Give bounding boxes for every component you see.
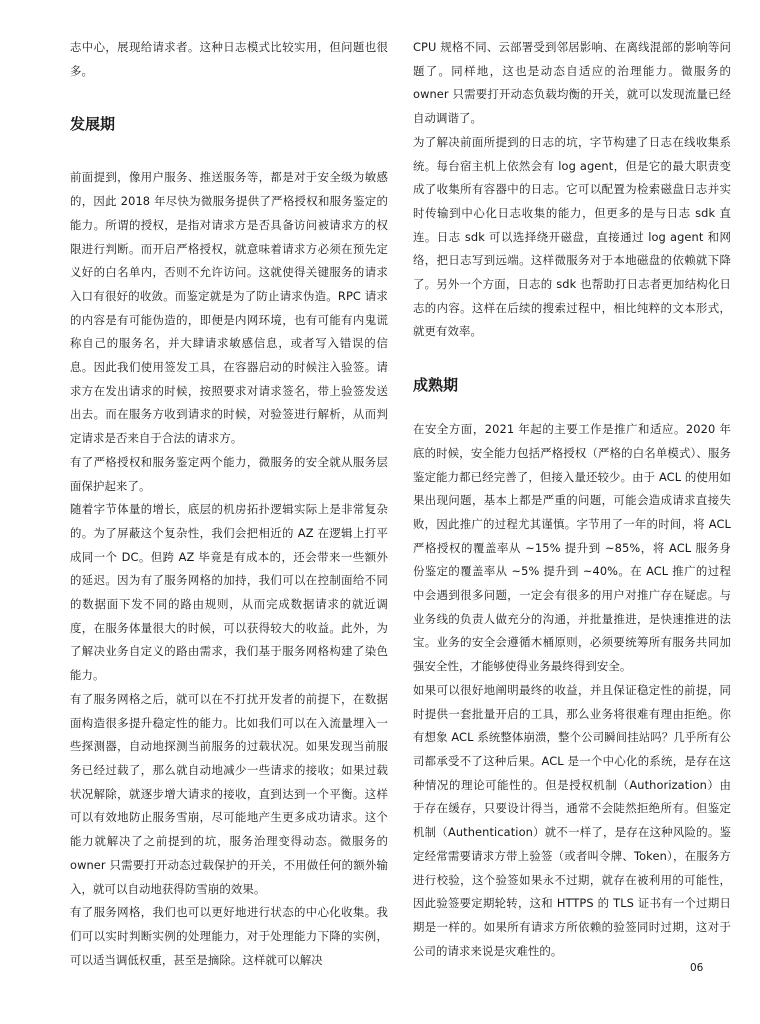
paragraph-topology: 随着字节体量的增长，底层的机房拓扑逻辑实际上是非常复杂的。为了屏蔽这个复杂性，我们会把相近的 AZ 在逻辑上打平成同一个 DC。但跨 AZ 毕竟是有成本的，还会带来一些额外的延迟。因为有了服务网格的加持，我们可以在控制面给不同的数据面下发不同的路由规则，从而完成数据请求的就近调度，在服务体量很大的时候，可以获得较大的收益。此外，为了解决业务自定义的路由需求，我们基于服务网格构建了染色能力。 [70,502,388,683]
paragraph-acl-rollout: 在安全方面，2021 年起的主要工作是推广和适应。2020 年底的时候，安全能力包括严格授权（严格的白名单模式）、服务鉴定能力都已经完善了，但接入量还较少。由于 ACL 的使用如果出现问题，基本上都是严重的问题，可能会造成请求直接失败，因此推广的过程尤其谨慎。字节用了一年的时间，将 ACL 严格授权的覆盖率从 ~15% 提升到 ~85%，将 ACL 服务身份鉴定的覆盖率从 ~5% 提升到 ~40%。在 ACL 推广的过程中会遇到很多问题，一定会有很多的用户对推广存在疑虑。与业务线的负责人做充分的沟通，并批量推进，是快速推进的法宝。业务的安全会遵循木桶原则，必须要统筹所有服务共同加强安全性，才能够使得业务最终得到安全。 [413,422,731,674]
paragraph-security-summary: 有了严格授权和服务鉴定两个能力，微服务的安全就从服务层面保护起来了。 [70,454,388,493]
left-column [70,36,388,972]
paragraph-log-collection: 为了解决前面所提到的日志的坑，字节构建了日志在线收集系统。每台宿主机上依然会有 log agent，但是它的最大职责变成了收集所有容器中的日志。它可以配置为检索磁盘日志并实时传输到中心化日志收集的能力，但更多的是与日志 sdk 直连。日志 sdk 可以选择绕开磁盘，直接通过 log agent 和网络，把日志写到远端。这样微服务对于本地磁盘的依赖就下降了。另外一个方面，日志的 sdk 也帮助打日志者更加结构化日志的内容。这样在后续的搜索过程中，相比纯粹的文本形式，就更有效率。 [413,134,731,339]
paragraph-acl-risk: 如果可以很好地阐明最终的收益，并且保证稳定性的前提，同时提供一套批量开启的工具，那么业务将很难有理由拒绝。你有想象 ACL 系统整体崩溃，整个公司瞬间挂站吗？几乎所有公司都承受不了这种后果。ACL 是一个中心化的系统，是存在这种情况的理论可能性的。但是授权机制（Authorization）由于存在缓存，只要设计得当，通常不会陡然拒绝所有。但鉴定机制（Authentication）就不一样了，是存在这种风险的。鉴定经常需要请求方带上验签（或者叫令牌、Token），在服务方进行校验，这个验签如果永不过期，就存在被利用的可能性，因此验签要定期轮转，这和 HTTPS 的 TLS 证书有一个过期日期是一样的。如果所有请求方所依赖的验签同时过期，这对于公司的请求来说是灾难性的。 [413,682,731,958]
paragraph-authorization: 前面提到，像用户服务、推送服务等，都是对于安全级为敏感的，因此 2018 年尽快为微服务提供了严格授权和服务鉴定的能力。所谓的授权，是指对请求方是否具备访问被请求方的权限进行判断。而开启严格授权，就意味着请求方必须在预先定义好的白名单内，否则不允许访问。这就使得关键服务的请求入口有很好的收敛。而鉴定就是为了防止请求伪造。RPC 请求的内容是有可能伪造的，即便是内网环境，也有可能有内鬼谎称自己的服务名，并大肆请求敏感信息，或者写入错误的信息。因此我们使用签发工具，在容器启动的时候注入验签。请求方在发出请求的时候，按照要求对请求签名，带上验签发送出去。而在服务方收到请求的时候，对验签进行解析，从而判定请求是否来自于合法的请求方。 [70,170,388,446]
paragraph-log-center: 志中心，展现给请求者。这种日志模式比较实用，但问题也很多。 [70,40,388,78]
section-heading-maturity: 成熟期 [413,376,459,395]
paragraph-overload-protection: 有了服务网格之后，就可以在不打扰开发者的前提下，在数据面构造很多提升稳定性的能力。比如我们可以在入流量埋入一些探测器，自动地探测当前服务的过载状况。如果发现当前服务已经过载了，那么就自动地减少一些请求的接收；如果过载状况解除，就逐步增大请求的接收，直到达到一个平衡。这样可以有效地防止服务雪崩，尽可能地产生更多成功请求。这个能力就解决了之前提到的坑，服务治理变得动态。微服务的 owner 只需要打开动态过载保护的开关，不用做任何的额外输入，就可以自动地获得防雪崩的效果。 [70,691,388,896]
paragraph-load-balancing: CPU 规格不同、云部署受到邻居影响、在离线混部的影响等问题了。同样地，这也是动态自适应的治理能力。微服务的 owner 只需要打开动态负载均衡的开关，就可以发现流量已经自动调谐了。 [413,40,731,126]
paragraph-state-collection: 有了服务网格，我们也可以更好地进行状态的中心化收集。我们可以实时判断实例的处理能力，对于处理能力下降的实例，可以适当调低权重，甚至是摘除。这样就可以解决 [70,905,388,967]
section-heading-development: 发展期 [70,115,116,134]
right-column [413,36,731,963]
page-number: 06 [690,962,704,974]
